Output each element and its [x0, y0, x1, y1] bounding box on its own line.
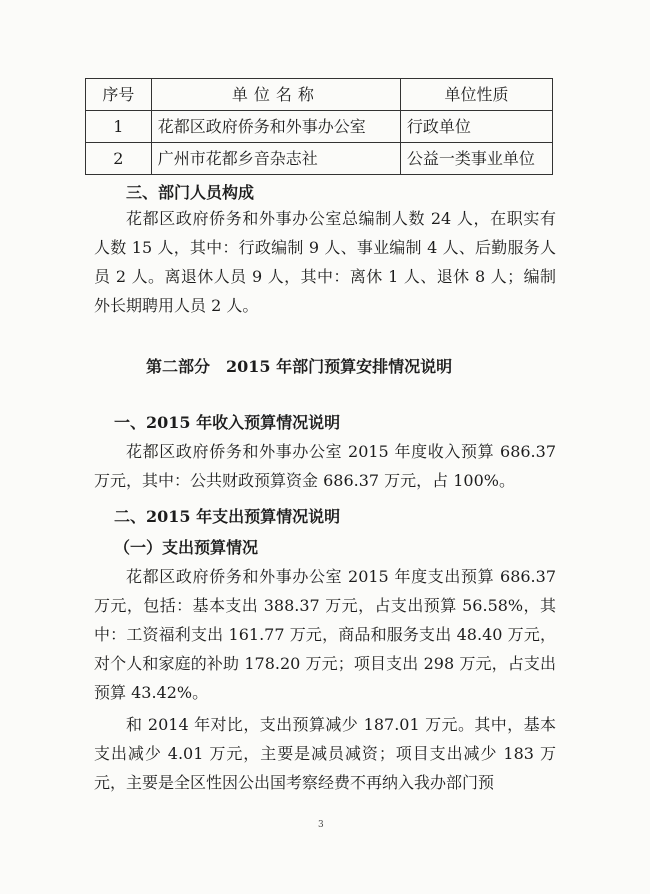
cell-unit-type: 行政单位 [400, 111, 552, 143]
cell-index: 2 [86, 143, 152, 175]
expense-paragraph-1: 花都区政府侨务和外事办公室 2015 年度支出预算 686.37 万元，包括：基本支出 388.37 万元，占支出预算 56.58%，其中：工资福利支出 161.77 万元，商品和服务支出 48.40 万元，对个人和家庭的补助 178.20 万元；项目支出 298 万元，占支出预算 43.42%。 [94, 567, 556, 702]
header-unit-name: 单位名称 [151, 79, 400, 111]
cell-unit-name: 花都区政府侨务和外事办公室 [151, 111, 400, 143]
expense-paragraph-2: 和 2014 年对比，支出预算减少 187.01 万元。其中，基本支出减少 4.01 万元，主要是减员减资；项目支出减少 183 万元，主要是全区性因公出国考察经费不再纳入我办部门预 [94, 715, 556, 792]
header-index: 序号 [86, 79, 152, 111]
table-row [86, 111, 553, 143]
table-row [86, 143, 553, 175]
income-paragraph: 花都区政府侨务和外事办公室 2015 年度收入预算 686.37 万元，其中：公共财政预算资金 686.37 万元，占 100%。 [94, 442, 556, 490]
cell-unit-type: 公益一类事业单位 [400, 143, 552, 175]
expense-subheading: （一）支出预算情况 [114, 538, 259, 557]
part-two-heading: 第二部分 2015 年部门预算安排情况说明 [146, 357, 453, 376]
cell-unit-name: 广州市花都乡音杂志社 [151, 143, 400, 175]
page-number: 3 [318, 820, 324, 830]
staff-paragraph: 花都区政府侨务和外事办公室总编制人数 24 人，在职实有人数 15 人，其中：行政编制 9 人、事业编制 4 人、后勤服务人员 2 人。离退休人员 9 人，其中：离休 1 人、退休 8 人；编制外长期聘用人员 2 人。 [94, 209, 556, 315]
table-header-row [86, 79, 553, 111]
header-unit-type: 单位性质 [400, 79, 552, 111]
section-heading-staff: 三、部门人员构成 [126, 183, 255, 202]
unit-table [85, 78, 553, 175]
cell-index: 1 [86, 111, 152, 143]
income-heading: 一、2015 年收入预算情况说明 [114, 413, 341, 432]
expense-heading: 二、2015 年支出预算情况说明 [114, 507, 341, 526]
